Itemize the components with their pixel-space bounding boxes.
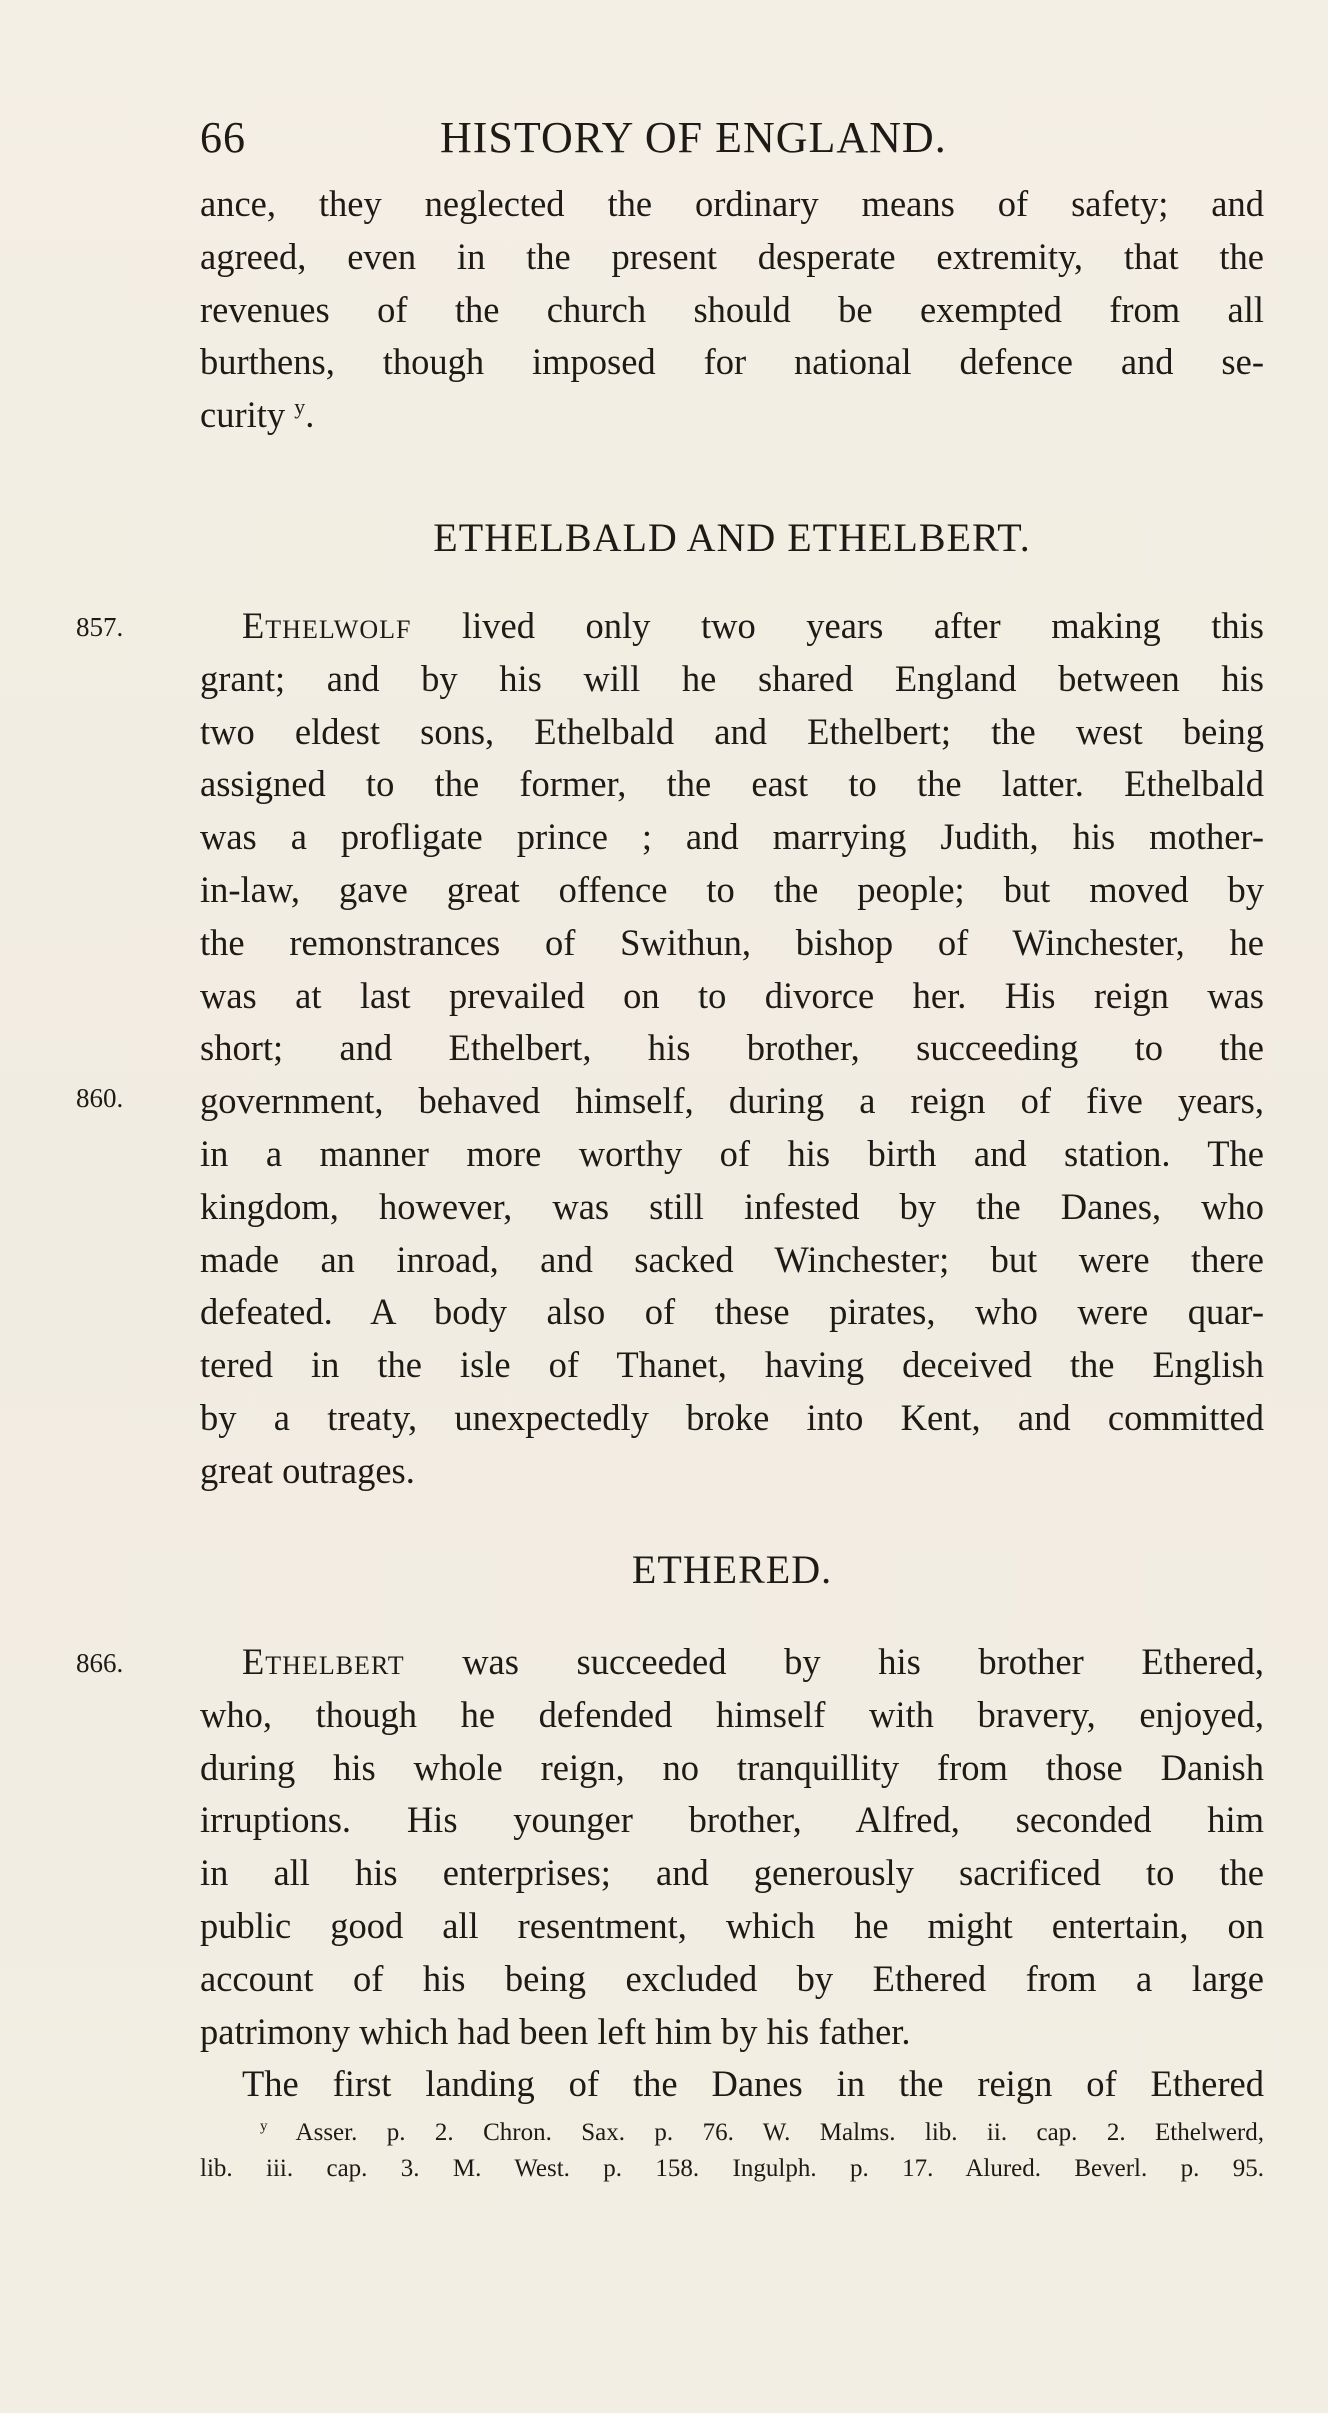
text-line: burthens, though imposed for national defence and se- (200, 341, 1264, 383)
section1-paragraph (200, 600, 1264, 1498)
text-line: by a treaty, unexpectedly broke into Kent, and committed (200, 1396, 1264, 1438)
text-line: two eldest sons, Ethelbald and Ethelbert; the west being (200, 710, 1264, 752)
text-fragment: lived only two years after making this (411, 605, 1264, 646)
running-head (200, 112, 1260, 172)
footnote-line: lib. iii. cap. 3. M. West. p. 158. Ingulph. p. 17. Alured. Beverl. p. 95. (200, 2155, 1264, 2182)
text-line: account of his being excluded by Ethered from a large (200, 1957, 1264, 1999)
text-line: the remonstrances of Swithun, bishop of Winchester, he (200, 921, 1264, 963)
text-line: revenues of the church should be exempted from all (200, 288, 1264, 330)
text-line: during his whole reign, no tranquillity from those Danish (200, 1746, 1264, 1788)
opening-paragraph (200, 178, 1264, 442)
text-line: The first landing of the Danes in the reign of Ethered (242, 2063, 1264, 2105)
lead-word: Ethelbert (242, 1641, 405, 1682)
text-line: made an inroad, and sacked Winchester; but were there (200, 1238, 1264, 1280)
text-fragment: curity (200, 394, 286, 436)
text-line: grant; and by his will he shared England between his (200, 657, 1264, 699)
text-line: in all his enterprises; and generously sacrificed to the (200, 1852, 1264, 1894)
margin-date: 866. (76, 1648, 124, 1678)
text-line: assigned to the former, the east to the latter. Ethelbald (200, 763, 1264, 805)
text-line: agreed, even in the present desperate extremity, that the (200, 235, 1264, 277)
page-number: 66 (200, 113, 246, 162)
text-line-last: patrimony which had been left him by his father. (200, 2010, 911, 2052)
footnote-line (200, 2115, 1264, 2151)
text-line-last (200, 389, 1264, 442)
text-line: short; and Ethelbert, his brother, succeeding to the (200, 1027, 1264, 1069)
text-line: government, behaved himself, during a reign of five years, (200, 1080, 1264, 1122)
margin-date: 860. (76, 1083, 124, 1113)
running-title: HISTORY OF ENGLAND. (440, 113, 947, 162)
text-line: kingdom, however, was still infested by the Danes, who (200, 1185, 1264, 1227)
text-line: was at last prevailed on to divorce her. His reign was (200, 974, 1264, 1016)
section-heading-ethelbald: ETHELBALD AND ETHELBERT. (433, 515, 1031, 560)
lead-word: Ethelwolf (242, 605, 412, 646)
text-line (200, 600, 1264, 653)
text-line: who, though he defended himself with bravery, enjoyed, (200, 1693, 1264, 1735)
text-line: in-law, gave great offence to the people; but moved by (200, 868, 1264, 910)
footnote (200, 2115, 1264, 2187)
text-line: was a profligate prince ; and marrying Judith, his mother- (200, 816, 1264, 858)
section-heading-ethered: ETHERED. (631, 1547, 833, 1592)
text-line-last: great outrages. (200, 1449, 415, 1491)
text-line: tered in the isle of Thanet, having deceived the English (200, 1344, 1264, 1386)
text-fragment: was succeeded by his brother Ethered, (404, 1641, 1264, 1682)
text-line: in a manner more worthy of his birth and station. The (200, 1132, 1264, 1174)
end-punctuation: . (305, 394, 315, 436)
text-line: public good all resentment, which he might entertain, on (200, 1904, 1264, 1946)
text-line: defeated. A body also of these pirates, who were quar- (200, 1291, 1264, 1333)
footnote-text: Asser. p. 2. Chron. Sax. p. 76. W. Malms. lib. ii. cap. 2. Ethelwerd, (267, 2119, 1264, 2146)
footnote-marker: y (294, 394, 306, 420)
margin-date: 857. (76, 612, 124, 642)
section2-paragraph (200, 1636, 1264, 2111)
text-line: ance, they neglected the ordinary means of safety; and (200, 183, 1264, 224)
text-line: irruptions. His younger brother, Alfred, seconded him (200, 1799, 1264, 1841)
footnote-marker: y (260, 2118, 268, 2135)
text-line (200, 1636, 1264, 1689)
